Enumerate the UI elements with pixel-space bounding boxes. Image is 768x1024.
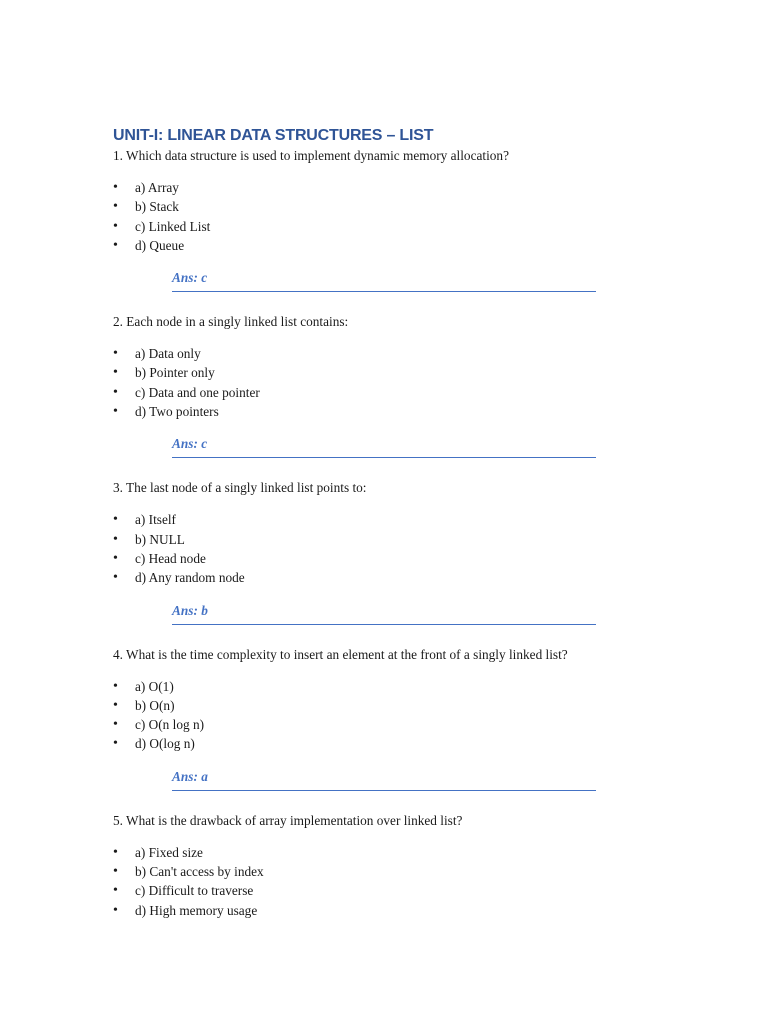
option-item [113,715,653,734]
option-item [113,696,653,715]
answer-line: Ans: c [172,270,596,292]
bullet-icon: • [113,180,118,195]
option-label: d) Any random node [135,570,245,586]
option-label: c) Difficult to traverse [135,883,254,899]
option-item [113,568,653,587]
option-label: b) Can't access by index [135,864,264,880]
option-item [113,677,653,696]
option-label: a) O(1) [135,678,174,694]
bullet-icon: • [113,218,118,234]
answer-line: Ans: a [172,769,596,791]
option-item [113,862,653,881]
bullet-icon: • [113,199,118,215]
option-label: c) Data and one pointer [135,384,260,400]
option-label: d) Two pointers [135,404,219,420]
bullet-icon: • [113,844,118,860]
option-label: a) Itself [135,512,176,528]
option-item [113,363,653,382]
answer-line: Ans: b [172,603,596,625]
question-text: 1. Which data structure is used to implement dynamic memory allocation? [113,148,509,163]
answer-line: Ans: c [172,436,596,458]
options-list [113,510,653,587]
option-label: a) Fixed size [135,844,203,860]
question-text: 4. What is the time complexity to insert an element at the front of a singly linked list? [113,646,568,662]
bullet-icon: • [113,237,118,253]
option-item [113,383,653,402]
bullet-icon: • [113,384,118,400]
option-label: d) Queue [135,237,185,253]
bullet-icon: • [113,404,118,420]
option-label: a) Data only [135,346,201,362]
spacer [113,292,653,313]
bullet-icon: • [113,883,118,899]
option-label: d) O(log n) [135,736,195,752]
option-item [113,549,653,568]
option-label: b) O(n) [135,697,175,713]
option-label: b) Pointer only [135,365,215,381]
unit-title: UNIT-I: LINEAR DATA STRUCTURES – LIST [113,127,434,144]
spacer [113,791,653,812]
bullet-icon: • [113,570,118,586]
question-block-3 [113,479,653,624]
option-item [113,530,653,549]
options-list [113,344,653,421]
option-item [113,843,653,862]
question-block-4 [113,646,653,791]
option-label: b) Stack [135,199,179,215]
bullet-icon: • [113,736,118,752]
option-label: c) Linked List [135,218,211,234]
option-item [113,197,653,216]
option-item [113,402,653,421]
option-item [113,510,653,529]
options-list [113,843,653,920]
option-label: a) Array [135,180,179,195]
bullet-icon: • [113,902,118,918]
bullet-icon: • [113,531,118,547]
question-text: 5. What is the drawback of array implementation over linked list? [113,812,463,828]
bullet-icon: • [113,717,118,733]
option-item [113,236,653,255]
option-item [113,901,653,920]
option-label: c) Head node [135,550,206,566]
option-item [113,178,653,197]
bullet-icon: • [113,864,118,880]
document-page [113,125,653,920]
option-item [113,734,653,753]
option-label: b) NULL [135,531,185,547]
question-text: 2. Each node in a singly linked list contains: [113,314,349,330]
option-item [113,217,653,236]
bullet-icon: • [113,512,118,528]
spacer [113,458,653,479]
bullet-icon: • [113,365,118,381]
question-text: 3. The last node of a singly linked list points to: [113,480,367,496]
option-label: d) High memory usage [135,902,258,918]
bullet-icon: • [113,550,118,566]
question-block-5 [113,812,653,920]
spacer [113,625,653,646]
options-list [113,677,653,754]
option-item [113,881,653,900]
question-block-1 [113,147,653,292]
option-label: c) O(n log n) [135,717,205,733]
option-item [113,344,653,363]
bullet-icon: • [113,346,118,362]
question-block-2 [113,313,653,458]
options-list [113,178,653,255]
bullet-icon: • [113,697,118,713]
bullet-icon: • [113,678,118,694]
